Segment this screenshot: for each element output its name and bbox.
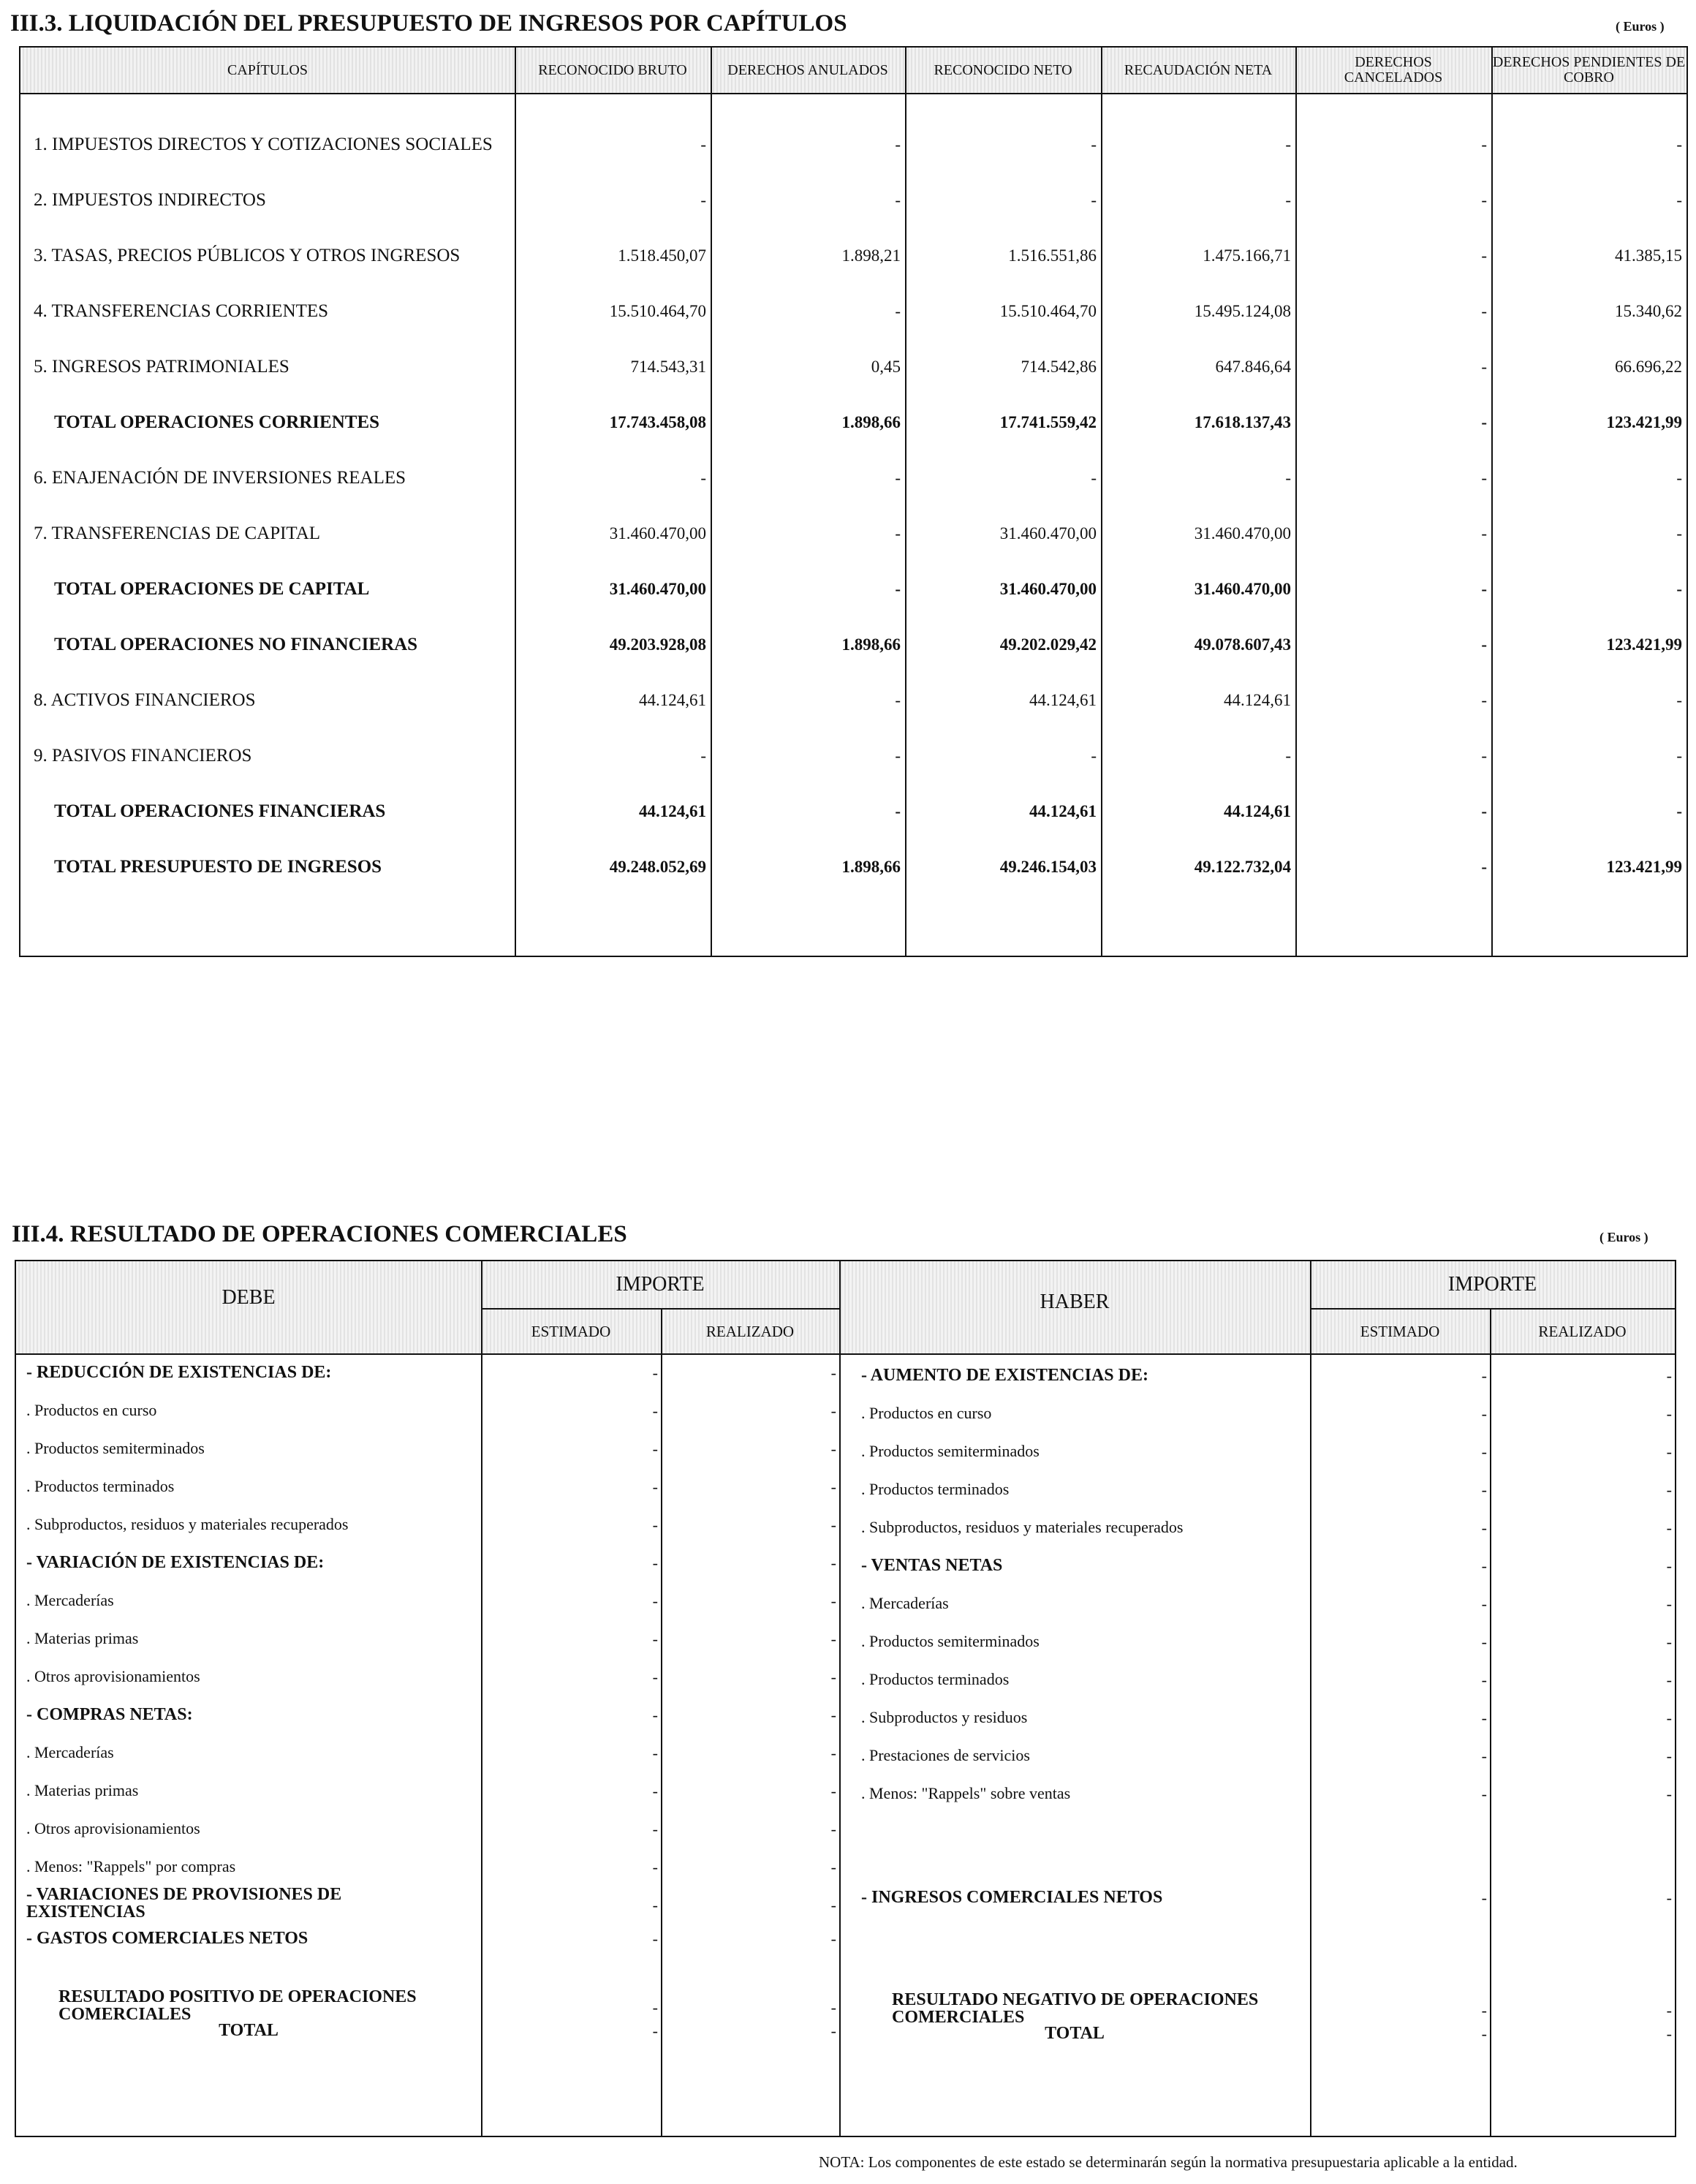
debe-row-label xyxy=(26,1402,156,1419)
cell-cancelados: - xyxy=(1481,135,1487,154)
importe-header-left: IMPORTE xyxy=(616,1273,705,1296)
debe-estimado-value: - xyxy=(652,1998,658,2017)
haber-estimado-value: - xyxy=(1481,1671,1487,1689)
row-label: TOTAL OPERACIONES DE CAPITAL xyxy=(54,579,370,599)
haber-row-label xyxy=(861,1633,1040,1650)
debe-row-label xyxy=(26,1440,205,1457)
debe-row-label xyxy=(16,2022,481,2039)
debe-row-text-cont: COMERCIALES xyxy=(58,2005,192,2024)
importe-header-right: IMPORTE xyxy=(1447,1273,1537,1296)
col-header-capitulos: CAPÍTULOS xyxy=(20,48,515,94)
debe-row-text: . Productos terminados xyxy=(26,1477,175,1495)
debe-estimado-value: - xyxy=(652,1478,658,1496)
row-label: 3. TASAS, PRECIOS PÚBLICOS Y OTROS INGRESOS xyxy=(34,246,461,265)
cell-pendientes: - xyxy=(1676,191,1682,209)
debe-estimado-value: - xyxy=(652,1516,658,1534)
cell-recaudacion: 1.475.166,71 xyxy=(1203,246,1291,265)
cell-bruto: 44.124,61 xyxy=(639,691,706,709)
haber-realizado-value: - xyxy=(1666,1747,1672,1765)
cell-recaudacion: 15.495.124,08 xyxy=(1194,302,1291,320)
debe-row-label xyxy=(26,1592,114,1609)
commercial-operations-table xyxy=(15,1260,1676,2137)
debe-row-text: . Subproductos, residuos y materiales recuperados xyxy=(26,1515,349,1533)
haber-row-text: . Productos terminados xyxy=(861,1480,1010,1498)
cell-anulados: 0,45 xyxy=(871,358,901,376)
cell-recaudacion: 44.124,61 xyxy=(1224,691,1291,709)
cell-neto: 1.516.551,86 xyxy=(1008,246,1097,265)
table-row xyxy=(20,673,1686,728)
cell-bruto: 31.460.470,00 xyxy=(609,524,706,543)
haber-row-label xyxy=(861,1405,991,1422)
income-budget-table xyxy=(19,46,1688,957)
debe-row-text: TOTAL xyxy=(219,2021,279,2040)
cell-pendientes: 123.421,99 xyxy=(1606,858,1682,876)
debe-estimado-value: - xyxy=(652,1554,658,1572)
cell-neto: - xyxy=(1091,135,1097,154)
haber-row-text: . Menos: "Rappels" sobre ventas xyxy=(861,1784,1071,1802)
estimado-header-right: ESTIMADO xyxy=(1360,1322,1440,1340)
debe-estimado-value: - xyxy=(652,1820,658,1838)
haber-row-text: - AUMENTO DE EXISTENCIAS DE: xyxy=(861,1366,1148,1385)
cell-neto: 44.124,61 xyxy=(1029,802,1097,820)
col-header-pendientes-cobro: DERECHOS PENDIENTES DE COBRO xyxy=(1491,48,1686,94)
cell-recaudacion: 31.460.470,00 xyxy=(1194,524,1291,543)
debe-realizado-value: - xyxy=(830,1554,836,1572)
haber-row-label xyxy=(861,1557,1002,1574)
table-row xyxy=(20,173,1686,228)
debe-estimado-value: - xyxy=(652,2022,658,2040)
haber-realizado-value: - xyxy=(1666,1367,1672,1385)
haber-row-text: . Productos semiterminados xyxy=(861,1442,1040,1460)
debe-row-text: . Otros aprovisionamientos xyxy=(26,1819,200,1837)
cell-anulados: - xyxy=(895,802,901,820)
realizado-header-right: REALIZADO xyxy=(1538,1322,1627,1340)
debe-row-label xyxy=(26,1478,174,1495)
debe-realizado-value: - xyxy=(830,1592,836,1610)
estimado-header-left: ESTIMADO xyxy=(531,1322,611,1340)
haber-row-text: . Prestaciones de servicios xyxy=(861,1746,1030,1764)
cell-recaudacion: - xyxy=(1285,191,1291,209)
table-row xyxy=(20,617,1686,673)
cell-cancelados: - xyxy=(1481,580,1487,598)
debe-realizado-value: - xyxy=(830,2022,836,2040)
row-label: 5. INGRESOS PATRIMONIALES xyxy=(34,357,289,377)
cell-anulados: - xyxy=(895,191,901,209)
cell-recaudacion: - xyxy=(1285,135,1291,154)
haber-header: HABER xyxy=(1040,1291,1110,1313)
haber-row-label xyxy=(861,1519,1184,1536)
cell-anulados: 1.898,66 xyxy=(841,413,901,431)
debe-realizado-value: - xyxy=(830,1930,836,1948)
haber-row-label xyxy=(861,1481,1009,1498)
debe-estimado-value: - xyxy=(652,1930,658,1948)
cell-recaudacion: 31.460.470,00 xyxy=(1194,580,1291,598)
table-row xyxy=(20,506,1686,562)
haber-row-text-cont: COMERCIALES xyxy=(892,2008,1025,2027)
cell-bruto: - xyxy=(700,469,706,487)
haber-realizado-value: - xyxy=(1666,1481,1672,1499)
cell-cancelados: - xyxy=(1481,413,1487,431)
debe-realizado-value: - xyxy=(830,1478,836,1496)
row-label: 2. IMPUESTOS INDIRECTOS xyxy=(34,190,266,210)
debe-estimado-value: - xyxy=(652,1858,658,1876)
cell-bruto: 15.510.464,70 xyxy=(609,302,706,320)
cell-anulados: 1.898,66 xyxy=(841,635,901,654)
debe-realizado-value: - xyxy=(830,1820,836,1838)
col-header-reconocido-neto: RECONOCIDO NETO xyxy=(905,48,1101,94)
col-header-derechos-anulados: DERECHOS ANULADOS xyxy=(711,48,905,94)
haber-row-label xyxy=(861,1709,1027,1726)
debe-realizado-value: - xyxy=(830,1858,836,1876)
cell-recaudacion: 49.078.607,43 xyxy=(1194,635,1291,654)
col-header-recaudacion-neta: RECAUDACIÓN NETA xyxy=(1101,48,1295,94)
cell-pendientes: - xyxy=(1676,691,1682,709)
haber-estimado-value: - xyxy=(1481,2001,1487,2019)
section2-currency: ( Euros ) xyxy=(1600,1230,1648,1244)
row-label: 8. ACTIVOS FINANCIEROS xyxy=(34,690,256,710)
haber-realizado-value: - xyxy=(1666,1557,1672,1575)
realizado-header-left: REALIZADO xyxy=(705,1322,795,1340)
debe-realizado-value: - xyxy=(830,1440,836,1458)
haber-row-label xyxy=(861,1671,1009,1688)
debe-row-text: . Productos semiterminados xyxy=(26,1439,205,1457)
debe-row-text: RESULTADO POSITIVO DE OPERACIONES xyxy=(58,1987,417,2006)
debe-row-label xyxy=(58,1988,417,2023)
cell-pendientes: - xyxy=(1676,802,1682,820)
haber-row-text: - INGRESOS COMERCIALES NETOS xyxy=(861,1888,1163,1907)
debe-estimado-value: - xyxy=(652,1782,658,1800)
haber-realizado-value: - xyxy=(1666,1405,1672,1423)
table-row xyxy=(20,784,1686,839)
debe-row-label xyxy=(26,1516,349,1533)
haber-row-label xyxy=(861,1443,1040,1460)
haber-row-text: TOTAL xyxy=(1045,2024,1105,2043)
debe-header: DEBE xyxy=(222,1286,276,1309)
cell-bruto: 49.203.928,08 xyxy=(609,635,706,654)
debe-row-text: . Materias primas xyxy=(26,1629,139,1647)
haber-realizado-value: - xyxy=(1666,1889,1672,1907)
row-label: TOTAL OPERACIONES CORRIENTES xyxy=(54,412,380,432)
cell-anulados: - xyxy=(895,747,901,765)
debe-row-label xyxy=(26,1744,114,1761)
row-label: 7. TRANSFERENCIAS DE CAPITAL xyxy=(34,524,321,543)
haber-row-label xyxy=(861,1595,949,1612)
debe-estimado-value: - xyxy=(652,1592,658,1610)
cell-cancelados: - xyxy=(1481,246,1487,265)
haber-row-text: . Productos terminados xyxy=(861,1670,1010,1688)
row-label: TOTAL OPERACIONES FINANCIERAS xyxy=(54,801,386,821)
cell-cancelados: - xyxy=(1481,691,1487,709)
debe-row-label xyxy=(26,1668,200,1685)
haber-estimado-value: - xyxy=(1481,1785,1487,1803)
debe-row-text: - COMPRAS NETAS: xyxy=(26,1705,193,1724)
cell-neto: 31.460.470,00 xyxy=(999,580,1097,598)
debe-estimado-value: - xyxy=(652,1744,658,1762)
haber-row-text: RESULTADO NEGATIVO DE OPERACIONES xyxy=(892,1990,1259,2009)
haber-estimado-value: - xyxy=(1481,1709,1487,1727)
cell-recaudacion: - xyxy=(1285,469,1291,487)
debe-estimado-value: - xyxy=(652,1364,658,1382)
cell-pendientes: 66.696,22 xyxy=(1615,358,1682,376)
cell-cancelados: - xyxy=(1481,302,1487,320)
debe-realizado-value: - xyxy=(830,1668,836,1686)
cell-cancelados: - xyxy=(1481,858,1487,876)
cell-anulados: 1.898,21 xyxy=(841,246,901,265)
table-row xyxy=(20,339,1686,395)
haber-row-text: . Mercaderías xyxy=(861,1594,949,1612)
haber-estimado-value: - xyxy=(1481,1633,1487,1651)
table-row xyxy=(20,117,1686,173)
cell-pendientes: - xyxy=(1676,135,1682,154)
haber-row-text: - VENTAS NETAS xyxy=(861,1556,1003,1575)
haber-row-label xyxy=(861,1367,1148,1384)
cell-anulados: - xyxy=(895,524,901,543)
cell-recaudacion: 647.846,64 xyxy=(1215,358,1291,376)
cell-pendientes: - xyxy=(1676,524,1682,543)
cell-recaudacion: 44.124,61 xyxy=(1224,802,1291,820)
cell-bruto: - xyxy=(700,191,706,209)
haber-row-text: . Subproductos y residuos xyxy=(861,1708,1028,1726)
debe-realizado-value: - xyxy=(830,1630,836,1648)
cell-cancelados: - xyxy=(1481,469,1487,487)
row-label: 1. IMPUESTOS DIRECTOS Y COTIZACIONES SOCIALES xyxy=(34,135,493,154)
debe-realizado-value: - xyxy=(830,1744,836,1762)
table-row xyxy=(20,450,1686,506)
debe-realizado-value: - xyxy=(830,1998,836,2017)
haber-realizado-value: - xyxy=(1666,1709,1672,1727)
debe-estimado-value: - xyxy=(652,1668,658,1686)
debe-row-text: - VARIACIONES DE PROVISIONES DE xyxy=(26,1885,342,1904)
table-row xyxy=(20,395,1686,450)
debe-row-label xyxy=(26,1782,138,1799)
cell-bruto: 44.124,61 xyxy=(639,802,706,820)
cell-cancelados: - xyxy=(1481,524,1487,543)
haber-estimado-value: - xyxy=(1481,1405,1487,1423)
haber-realizado-value: - xyxy=(1666,1443,1672,1461)
section1-currency: ( Euros ) xyxy=(1616,19,1665,34)
debe-row-label xyxy=(26,1554,324,1571)
cell-neto: - xyxy=(1091,469,1097,487)
haber-realizado-value: - xyxy=(1666,1519,1672,1537)
cell-cancelados: - xyxy=(1481,802,1487,820)
debe-row-text: - VARIACIÓN DE EXISTENCIAS DE: xyxy=(26,1553,325,1572)
haber-realizado-value: - xyxy=(1666,1785,1672,1803)
debe-estimado-value: - xyxy=(652,1402,658,1420)
haber-realizado-value: - xyxy=(1666,1595,1672,1613)
cell-pendientes: 123.421,99 xyxy=(1606,635,1682,654)
cell-neto: 44.124,61 xyxy=(1029,691,1097,709)
cell-anulados: - xyxy=(895,469,901,487)
cell-bruto: 49.248.052,69 xyxy=(609,858,706,876)
cell-bruto: - xyxy=(700,747,706,765)
debe-row-label xyxy=(26,1886,341,1921)
debe-row-label xyxy=(26,1820,200,1837)
haber-estimado-value: - xyxy=(1481,1747,1487,1765)
debe-row-label xyxy=(26,1630,138,1647)
debe-estimado-value: - xyxy=(652,1630,658,1648)
haber-realizado-value: - xyxy=(1666,2001,1672,2019)
debe-row-text: - REDUCCIÓN DE EXISTENCIAS DE: xyxy=(26,1363,332,1382)
cell-cancelados: - xyxy=(1481,358,1487,376)
section1-title: III.3. LIQUIDACIÓN DEL PRESUPUESTO DE INGRESOS POR CAPÍTULOS xyxy=(10,10,847,37)
footnote: NOTA: Los componentes de este estado se determinarán según la normativa presupuestaria aplicable a la entidad. xyxy=(819,2153,1518,2171)
cell-recaudacion: 17.618.137,43 xyxy=(1194,413,1291,431)
row-label: TOTAL PRESUPUESTO DE INGRESOS xyxy=(54,857,382,877)
cell-cancelados: - xyxy=(1481,635,1487,654)
haber-row-text: . Productos en curso xyxy=(861,1404,992,1422)
haber-estimado-value: - xyxy=(1481,1557,1487,1575)
haber-estimado-value: - xyxy=(1481,1443,1487,1461)
table-row xyxy=(20,228,1686,284)
haber-row-label xyxy=(861,1785,1070,1802)
cell-neto: 714.542,86 xyxy=(1021,358,1097,376)
haber-row-label xyxy=(861,1747,1030,1764)
haber-row-text: . Productos semiterminados xyxy=(861,1632,1040,1650)
cell-pendientes: - xyxy=(1676,469,1682,487)
cell-anulados: - xyxy=(895,691,901,709)
debe-row-text: - GASTOS COMERCIALES NETOS xyxy=(26,1929,308,1948)
debe-row-text: . Otros aprovisionamientos xyxy=(26,1667,200,1685)
haber-estimado-value: - xyxy=(1481,1481,1487,1499)
debe-row-text: . Productos en curso xyxy=(26,1401,157,1419)
haber-row-label xyxy=(861,1889,1162,1906)
cell-neto: 17.741.559,42 xyxy=(999,413,1097,431)
cell-neto: - xyxy=(1091,747,1097,765)
cell-cancelados: - xyxy=(1481,747,1487,765)
table-row xyxy=(20,839,1686,895)
debe-realizado-value: - xyxy=(830,1364,836,1382)
debe-row-text: . Menos: "Rappels" por compras xyxy=(26,1857,236,1875)
table-row xyxy=(20,284,1686,339)
section2-title: III.4. RESULTADO DE OPERACIONES COMERCIALES xyxy=(12,1221,627,1247)
debe-realizado-value: - xyxy=(830,1782,836,1800)
debe-realizado-value: - xyxy=(830,1706,836,1724)
cell-anulados: - xyxy=(895,135,901,154)
haber-row-label xyxy=(892,1991,1258,2026)
cell-bruto: 17.743.458,08 xyxy=(609,413,706,431)
debe-row-text: . Mercaderías xyxy=(26,1591,114,1609)
cell-neto: 49.246.154,03 xyxy=(999,858,1097,876)
debe-row-text: . Mercaderías xyxy=(26,1743,114,1761)
cell-anulados: 1.898,66 xyxy=(841,858,901,876)
cell-pendientes: 41.385,15 xyxy=(1615,246,1682,265)
haber-realizado-value: - xyxy=(1666,2025,1672,2043)
col-header-reconocido-bruto: RECONOCIDO BRUTO xyxy=(515,48,711,94)
debe-row-text-cont: EXISTENCIAS xyxy=(26,1903,145,1922)
row-label: 6. ENAJENACIÓN DE INVERSIONES REALES xyxy=(34,468,406,488)
cell-neto: 15.510.464,70 xyxy=(999,302,1097,320)
haber-estimado-value: - xyxy=(1481,1889,1487,1907)
debe-row-label xyxy=(26,1706,193,1723)
debe-realizado-value: - xyxy=(830,1896,836,1914)
table-row xyxy=(20,562,1686,617)
cell-cancelados: - xyxy=(1481,191,1487,209)
col-header-derechos-cancelados: DERECHOS CANCELADOS xyxy=(1295,48,1491,94)
cell-bruto: 1.518.450,07 xyxy=(618,246,706,265)
debe-row-label xyxy=(26,1364,331,1381)
cell-bruto: - xyxy=(700,135,706,154)
cell-pendientes: - xyxy=(1676,747,1682,765)
haber-row-label xyxy=(839,2025,1310,2042)
row-label: TOTAL OPERACIONES NO FINANCIERAS xyxy=(54,635,418,654)
haber-realizado-value: - xyxy=(1666,1633,1672,1651)
cell-neto: 49.202.029,42 xyxy=(999,635,1097,654)
cell-recaudacion: 49.122.732,04 xyxy=(1194,858,1291,876)
cell-anulados: - xyxy=(895,580,901,598)
debe-row-text: . Materias primas xyxy=(26,1781,139,1799)
row-label: 9. PASIVOS FINANCIEROS xyxy=(34,746,252,766)
row-label: 4. TRANSFERENCIAS CORRIENTES xyxy=(34,301,329,321)
haber-estimado-value: - xyxy=(1481,1595,1487,1613)
debe-row-label xyxy=(26,1858,235,1875)
haber-estimado-value: - xyxy=(1481,1367,1487,1385)
table-row xyxy=(20,728,1686,784)
cell-recaudacion: - xyxy=(1285,747,1291,765)
cell-bruto: 714.543,31 xyxy=(630,358,706,376)
debe-realizado-value: - xyxy=(830,1402,836,1420)
cell-anulados: - xyxy=(895,302,901,320)
haber-estimado-value: - xyxy=(1481,2025,1487,2043)
cell-neto: - xyxy=(1091,191,1097,209)
debe-row-label xyxy=(26,1930,308,1947)
debe-realizado-value: - xyxy=(830,1516,836,1534)
cell-neto: 31.460.470,00 xyxy=(999,524,1097,543)
haber-estimado-value: - xyxy=(1481,1519,1487,1537)
debe-estimado-value: - xyxy=(652,1706,658,1724)
haber-row-text: . Subproductos, residuos y materiales recuperados xyxy=(861,1518,1184,1536)
cell-pendientes: - xyxy=(1676,580,1682,598)
debe-estimado-value: - xyxy=(652,1440,658,1458)
cell-pendientes: 15.340,62 xyxy=(1615,302,1682,320)
cell-pendientes: 123.421,99 xyxy=(1606,413,1682,431)
haber-realizado-value: - xyxy=(1666,1671,1672,1689)
debe-estimado-value: - xyxy=(652,1896,658,1914)
cell-bruto: 31.460.470,00 xyxy=(609,580,706,598)
